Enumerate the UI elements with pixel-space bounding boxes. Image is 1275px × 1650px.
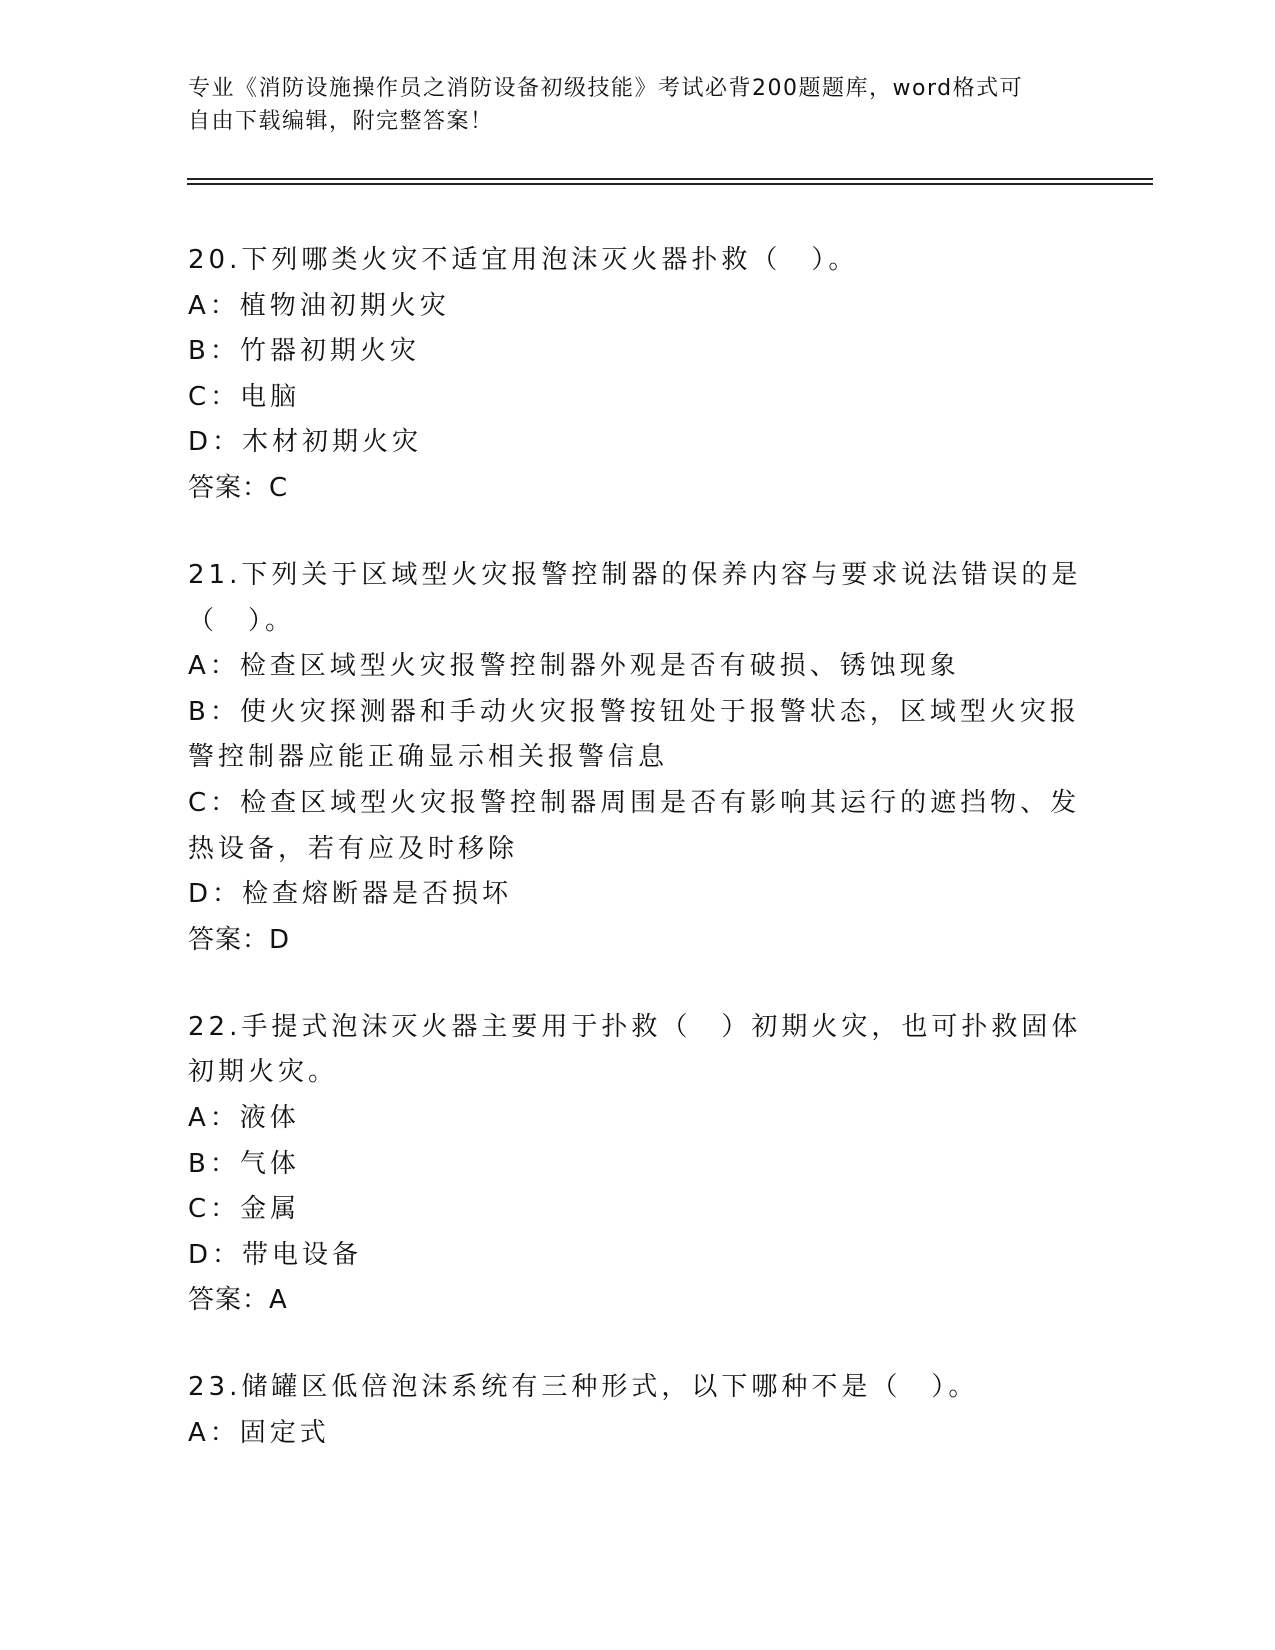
option-a: A：植物油初期火灾 (188, 290, 450, 321)
header-divider-bottom (187, 183, 1153, 185)
question-stem: 20.下列哪类火灾不适宜用泡沫灭火器扑救（ ）。 (188, 245, 859, 275)
option-d: D：带电设备 (188, 1239, 363, 1270)
option-d: D：检查熔断器是否损坏 (188, 879, 513, 910)
question-stem: 22.手提式泡沫灭火器主要用于扑救（ ）初期火灾，也可扑救固体初期火灾。 (188, 1011, 1082, 1088)
option-b: B：气体 (188, 1148, 300, 1179)
option-d: D：木材初期火灾 (188, 427, 423, 458)
question-23 (188, 1365, 1088, 1456)
header-line-1: 专业《消防设施操作员之消防设备初级技能》考试必背200题题库，word格式可 (188, 76, 1024, 101)
option-b: B：竹器初期火灾 (188, 336, 420, 367)
header-line-2: 自由下载编辑，附完整答案！ (188, 109, 494, 134)
answer-line: 答案：D (188, 924, 291, 955)
option-c: C：电脑 (188, 381, 301, 412)
header-divider-top (187, 178, 1153, 180)
answer-line: 答案：A (188, 1285, 288, 1316)
option-a: A：检查区域型火灾报警控制器外观是否有破损、锈蚀现象 (188, 651, 960, 682)
question-stem: 21.下列关于区域型火灾报警控制器的保养内容与要求说法错误的是（ ）。 (188, 559, 1082, 636)
answer-line: 答案：C (188, 472, 289, 503)
option-c: C：金属 (188, 1194, 301, 1225)
question-22 (188, 1005, 1088, 1324)
question-20 (188, 238, 1088, 511)
option-a: A：液体 (188, 1102, 300, 1133)
question-list (188, 238, 1088, 1498)
document-header (188, 72, 1088, 138)
option-c: C：检查区域型火灾报警控制器周围是否有影响其运行的遮挡物、发热设备，若有应及时移除 (188, 787, 1081, 864)
question-stem: 23.储罐区低倍泡沫系统有三种形式，以下哪种不是（ ）。 (188, 1372, 979, 1403)
question-21 (188, 553, 1088, 963)
option-b: B：使火灾探测器和手动火灾报警按钮处于报警状态，区域型火灾报警控制器应能正确显示相关报警信息 (188, 696, 1080, 773)
option-a: A：固定式 (188, 1417, 330, 1448)
